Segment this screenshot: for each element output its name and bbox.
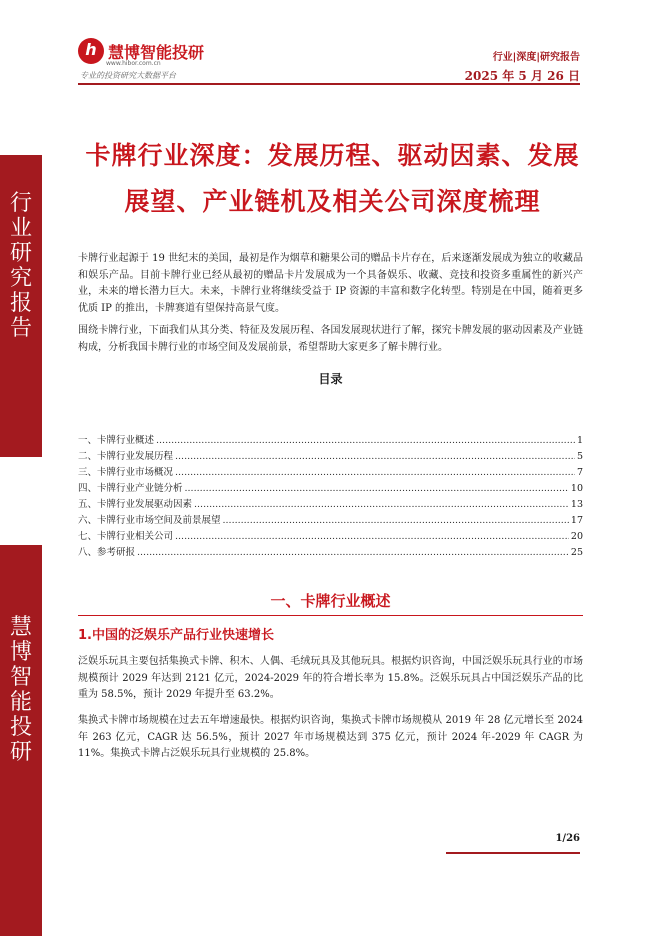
report-type-tags: 行业|深度|研究报告 <box>492 52 580 63</box>
sidebar-top-char: 报 <box>9 291 32 316</box>
sidebar-bottom-band <box>0 545 42 936</box>
header-meta <box>465 48 580 84</box>
page-number: 1/26 <box>555 833 580 844</box>
logo-name: 慧博智能投研 <box>108 42 205 62</box>
toc-entry[interactable] <box>78 433 583 449</box>
toc-entry-page: 5 <box>576 451 583 462</box>
report-date: 2025 年 5 月 26 日 <box>464 69 580 83</box>
report-title-line-2: 展望、产业链机及相关公司深度梳理 <box>124 187 541 216</box>
intro-paragraph-1: 卡牌行业起源于 19 世纪末的美国，最初是作为烟草和糖果公司的赠品卡片存在，后来逐渐发展成为独立的收藏品和娱乐产品。目前卡牌行业已经从最初的赠品卡片发展成为一个具备娱乐、收藏、竞技和投资多重属性的新兴产业，未来的增长潜力巨大。未来，卡牌行业将继续受益于 IP 资源的丰富和数字化转型。特别是在中国，随着更多优质 IP 的推出，卡牌赛道有望保持高景气度。 <box>78 253 583 314</box>
toc-leader-dots <box>194 497 569 513</box>
toc-title: 目录 <box>318 372 343 386</box>
report-title-line-1: 卡牌行业深度：发展历程、驱动因素、发展 <box>85 141 580 170</box>
footer-divider <box>446 852 580 854</box>
sidebar-bottom-char: 研 <box>9 740 32 765</box>
sidebar-top-band <box>0 155 42 457</box>
sidebar-bottom-char: 投 <box>9 715 32 740</box>
toc-entry-label: 三、卡牌行业市场概况 <box>78 467 174 478</box>
toc-entry[interactable] <box>78 497 583 513</box>
toc-entry-page: 7 <box>576 467 583 478</box>
toc-entry-page: 10 <box>570 483 583 494</box>
toc-entry-label: 七、卡牌行业相关公司 <box>78 531 174 542</box>
toc-entry[interactable] <box>78 465 583 481</box>
toc-leader-dots <box>156 433 575 449</box>
sidebar-bottom-char: 慧 <box>9 615 32 640</box>
toc-entry[interactable] <box>78 513 583 529</box>
toc-leader-dots <box>185 481 569 497</box>
toc-entry-label: 六、卡牌行业市场空间及前景展望 <box>78 515 221 526</box>
toc-entry[interactable] <box>78 481 583 497</box>
toc-entry-page: 13 <box>570 499 583 510</box>
sidebar-bottom-text <box>0 615 42 765</box>
toc-entry[interactable] <box>78 545 583 561</box>
toc-leader-dots <box>175 529 569 545</box>
toc-leader-dots <box>175 449 575 465</box>
logo-mark-icon <box>78 38 104 64</box>
toc-entry-page: 17 <box>570 515 583 526</box>
toc-entry-label: 八、参考研报 <box>78 547 136 558</box>
logo-mark-letter: h <box>85 40 97 59</box>
sidebar-bottom-char: 能 <box>9 690 32 715</box>
sidebar-top-char: 业 <box>9 216 32 241</box>
toc-entry-label: 四、卡牌行业产业链分析 <box>78 483 183 494</box>
section-divider <box>78 615 583 616</box>
header-divider <box>78 83 580 85</box>
logo-url: www.hibor.com.cn <box>106 60 161 67</box>
toc-entry-page: 20 <box>570 531 583 542</box>
toc-entry[interactable] <box>78 529 583 545</box>
sidebar-top-char: 研 <box>9 241 32 266</box>
sidebar-top-char: 告 <box>9 316 32 341</box>
toc-entry-label: 五、卡牌行业发展驱动因素 <box>78 499 193 510</box>
toc-entry[interactable] <box>78 449 583 465</box>
sidebar-top-text <box>0 191 42 341</box>
toc-entry-page: 25 <box>570 547 583 558</box>
section-heading: 一、卡牌行业概述 <box>270 592 391 610</box>
logo-slogan: 专业的投资研究大数据平台 <box>80 71 176 80</box>
sidebar-bottom-char: 博 <box>9 640 32 665</box>
toc-leader-dots <box>223 513 569 529</box>
sidebar-top-char: 行 <box>9 191 32 216</box>
table-of-contents <box>78 433 583 561</box>
toc-entry-page: 1 <box>576 435 583 446</box>
intro-paragraph-2: 围绕卡牌行业，下面我们从其分类、特征及发展历程、各国发展现状进行了解，探究卡牌发展的驱动因素及产业链构成，分析我国卡牌行业的市场空间及发展前景，希望帮助大家更多了解卡牌行业。 <box>78 325 583 353</box>
toc-entry-label: 二、卡牌行业发展历程 <box>78 451 174 462</box>
body-paragraph-1: 泛娱乐玩具主要包括集换式卡牌、积木、人偶、毛绒玩具及其他玩具。根据灼识咨询，中国泛娱乐玩具行业的市场规模预计 2029 年达到 2121 亿元，2024-2029 年的符合增长率为 15.8%。泛娱乐玩具占中国泛娱乐产品的比重为 58.5%，预计 2029 年提升至 63.2%。 <box>78 656 583 700</box>
toc-leader-dots <box>175 465 575 481</box>
subsection-heading: 1.中国的泛娱乐产品行业快速增长 <box>78 628 274 643</box>
sidebar-top-char: 究 <box>9 266 32 291</box>
sidebar-bottom-char: 智 <box>9 665 32 690</box>
body-paragraph-2: 集换式卡牌市场规模在过去五年增速最快。根据灼识咨询，集换式卡牌市场规模从 2019 年 28 亿元增长至 2024 年 263 亿元，CAGR 达 56.5%，预计 2027 年市场规模达到 375 亿元，预计 2024 年-2029 年 CAGR 为 11%。集换式卡牌占泛娱乐玩具行业规模的 25.8%。 <box>78 715 583 759</box>
toc-leader-dots <box>137 545 569 561</box>
toc-entry-label: 一、卡牌行业概述 <box>78 435 155 446</box>
